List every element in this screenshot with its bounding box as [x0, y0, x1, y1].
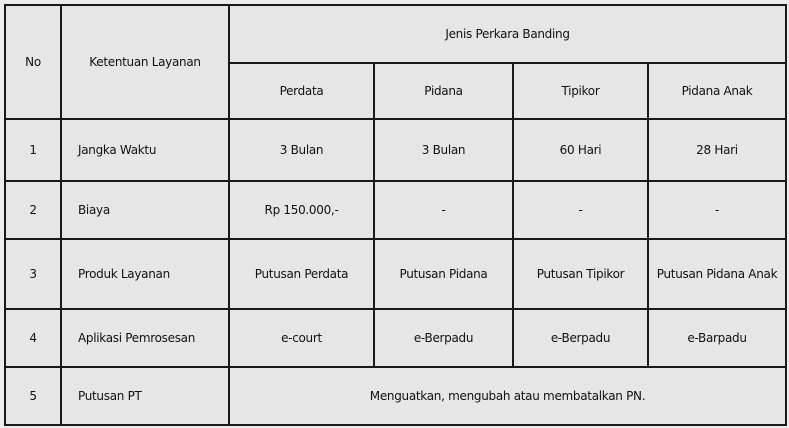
cell-tipikor: - — [513, 181, 648, 239]
table-row — [5, 367, 786, 425]
cell-pidana: - — [374, 181, 513, 239]
row-label: Jangka Waktu — [61, 119, 229, 181]
cell-tipikor: Putusan Tipikor — [513, 239, 648, 309]
cell-pidana-anak: - — [648, 181, 786, 239]
cell-perdata: e-court — [229, 309, 374, 367]
header-jenis-perkara-banding: Jenis Perkara Banding — [229, 5, 786, 63]
cell-perdata: Putusan Perdata — [229, 239, 374, 309]
cell-pidana: Putusan Pidana — [374, 239, 513, 309]
row-label: Biaya — [61, 181, 229, 239]
cell-pidana-anak: Putusan Pidana Anak — [648, 239, 786, 309]
header-perdata: Perdata — [229, 63, 374, 119]
table-header-row — [5, 5, 786, 63]
cell-tipikor: e-Berpadu — [513, 309, 648, 367]
table-row — [5, 181, 786, 239]
table-row — [5, 119, 786, 181]
cell-pidana-anak: e-Barpadu — [648, 309, 786, 367]
row-label: Produk Layanan — [61, 239, 229, 309]
header-pidana: Pidana — [374, 63, 513, 119]
cell-putusan-pt-merged: Menguatkan, mengubah atau membatalkan PN. — [229, 367, 786, 425]
row-label: Putusan PT — [61, 367, 229, 425]
row-number: 5 — [5, 367, 61, 425]
cell-tipikor: 60 Hari — [513, 119, 648, 181]
header-tipikor: Tipikor — [513, 63, 648, 119]
table-row — [5, 309, 786, 367]
cell-pidana: e-Berpadu — [374, 309, 513, 367]
row-number: 1 — [5, 119, 61, 181]
service-table — [4, 4, 787, 426]
row-number: 3 — [5, 239, 61, 309]
cell-perdata: Rp 150.000,- — [229, 181, 374, 239]
cell-pidana-anak: 28 Hari — [648, 119, 786, 181]
header-no: No — [5, 5, 61, 119]
header-pidana-anak: Pidana Anak — [648, 63, 786, 119]
service-table-container — [4, 4, 785, 424]
cell-perdata: 3 Bulan — [229, 119, 374, 181]
row-number: 2 — [5, 181, 61, 239]
table-row — [5, 239, 786, 309]
header-ketentuan-layanan: Ketentuan Layanan — [61, 5, 229, 119]
row-number: 4 — [5, 309, 61, 367]
cell-pidana: 3 Bulan — [374, 119, 513, 181]
row-label: Aplikasi Pemrosesan — [61, 309, 229, 367]
